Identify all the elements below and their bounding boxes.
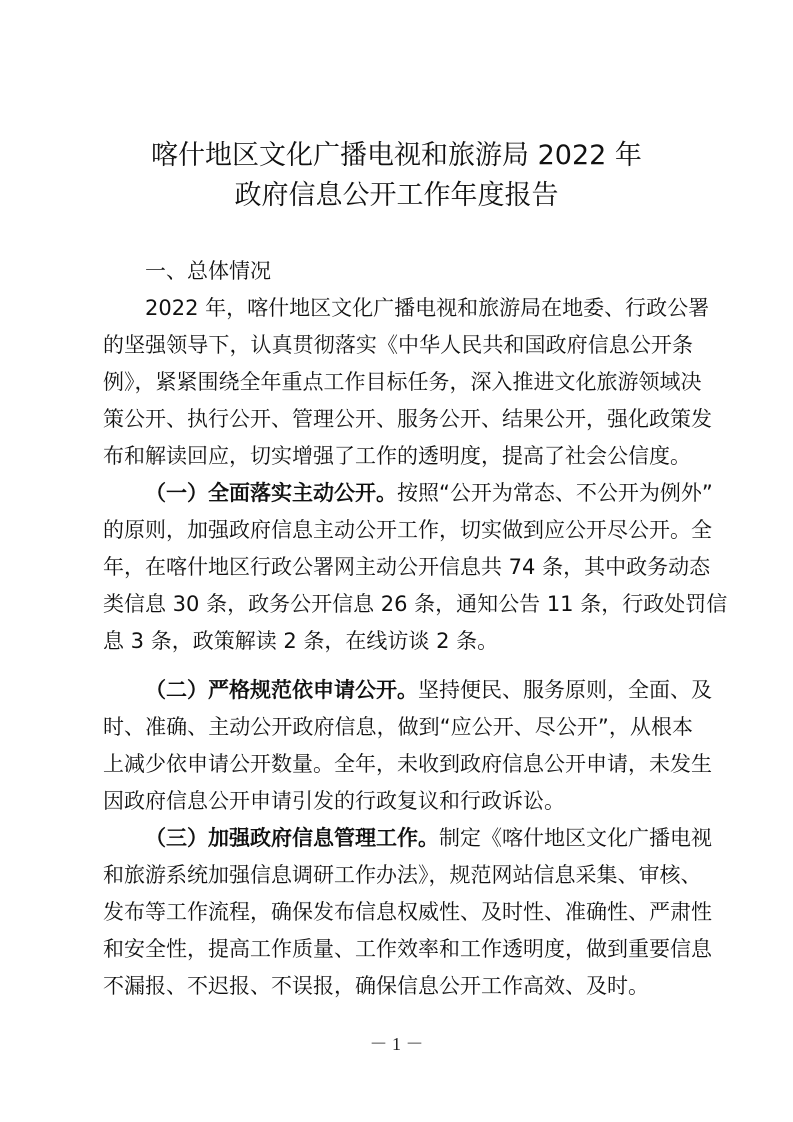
subsection-2-first-line [145,675,712,705]
subsection-2-line: 时、准确、主动公开政府信息，做到“应公开、尽公开”，从根本 [103,715,693,739]
subsection-2-text: 坚持便民、服务原则，全面、及 [418,678,712,702]
subsection-3-line: 和旅游系统加强信息调研工作办法》，规范网站信息采集、审核、 [103,863,702,887]
subsection-1-line: 类信息 30 条，政务公开信息 26 条，通知公告 11 条，行政处罚信 [103,592,728,616]
page-number: － 1 － [369,1034,424,1054]
document-title-line-1: 喀什地区文化广播电视和旅游局 2022 年 [151,140,642,171]
subsection-3-text: 制定《喀什地区文化广播电视 [439,826,712,850]
intro-paragraph-line: 例》，紧紧围绕全年重点工作目标任务，深入推进文化旅游领域决 [103,370,702,394]
subsection-3-first-line [145,823,712,853]
intro-paragraph-line: 布和解读回应，切实增强了工作的透明度，提高了社会公信度。 [103,444,691,468]
subsection-3-heading: （三）加强政府信息管理工作。 [145,826,439,850]
intro-paragraph-line: 策公开、执行公开、管理公开、服务公开、结果公开，强化政策发 [103,407,712,431]
intro-paragraph-line: 的坚强领导下，认真贯彻落实《中华人民共和国政府信息公开条 [103,333,693,357]
subsection-3-line: 不漏报、不迟报、不误报，确保信息公开工作高效、及时。 [103,974,649,998]
subsection-3-line: 发布等工作流程，确保发布信息权威性、及时性、准确性、严肃性 [103,900,712,924]
subsection-3-line: 和安全性，提高工作质量、工作效率和工作透明度，做到重要信息 [103,937,712,961]
document-title-line-2: 政府信息公开工作年度报告 [234,180,559,211]
section-heading-overview: 一、总体情况 [145,259,271,283]
subsection-1-line: 息 3 条，政策解读 2 条，在线访谈 2 条。 [103,629,499,653]
intro-paragraph-line: 2022 年，喀什地区文化广播电视和旅游局在地委、行政公署 [145,296,710,320]
subsection-1-first-line [145,478,713,508]
subsection-1-text: 按照“公开为常态、不公开为例外” [397,481,713,505]
subsection-2-heading: （二）严格规范依申请公开。 [145,678,418,702]
subsection-1-line: 年，在喀什地区行政公署网主动公开信息共 74 条，其中政务动态 [103,555,711,579]
subsection-1-heading: （一）全面落实主动公开。 [145,481,397,505]
subsection-1-line: 的原则，加强政府信息主动公开工作，切实做到应公开尽公开。全 [103,518,712,542]
subsection-2-line: 因政府信息公开申请引发的行政复议和行政诉讼。 [103,789,565,813]
subsection-2-line: 上减少依申请公开数量。全年，未收到政府信息公开申请，未发生 [103,752,712,776]
